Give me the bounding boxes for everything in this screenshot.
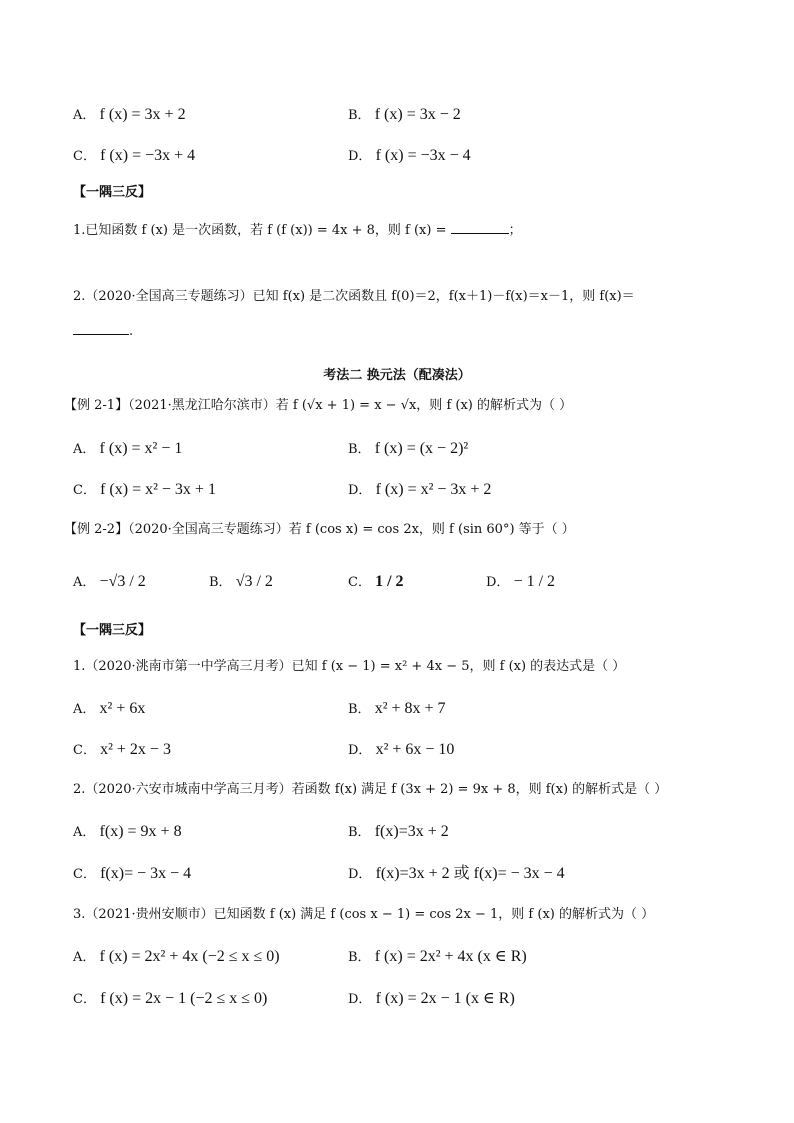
option-label: C． xyxy=(73,992,96,1007)
question-1: 1.（2020·洮南市第一中学高三月考）已知 f (x − 1) = x² + 4x − 5，则 f (x) 的表达式是（ ） xyxy=(73,659,626,674)
option-expr: f (x) = 2x − 1 (−2 ≤ x ≤ 0) xyxy=(100,990,268,1007)
method-heading: 考法二 换元法（配凑法） xyxy=(323,368,471,383)
option-c xyxy=(73,146,195,167)
example-2-2: 【例 2-2】（2020·全国高三专题练习）若 f (cos x) = cos 2x，则 f (sin 60°) 等于（ ） xyxy=(64,522,575,537)
question-1 xyxy=(73,221,522,241)
option-c xyxy=(73,989,267,1010)
option-expr: f (x) = x² − 1 xyxy=(99,440,183,457)
option-label: A． xyxy=(73,950,96,965)
question-3: 3.（2021·贵州安顺市）已知函数 f (x) 满足 f (cos x − 1) = cos 2x − 1，则 f (x) 的解析式为（ ） xyxy=(73,907,655,922)
option-label: B． xyxy=(348,442,371,457)
question-tail: ； xyxy=(508,223,522,238)
answer-blank[interactable] xyxy=(451,233,509,234)
option-expr: x² + 2x − 3 xyxy=(100,741,171,758)
option-b xyxy=(348,822,449,843)
option-expr: 1 / 2 xyxy=(375,573,404,590)
question-2: 2.（2020·六安市城南中学高三月考）若函数 f(x) 满足 f (3x + 2) = 9x + 8，则 f(x) 的解析式是（ ） xyxy=(73,782,668,797)
option-label: B． xyxy=(209,575,232,590)
option-expr: x² + 6x − 10 xyxy=(375,741,455,758)
option-d xyxy=(348,989,515,1010)
option-d xyxy=(348,864,565,885)
option-b xyxy=(348,947,527,968)
option-label: B． xyxy=(348,950,371,965)
option-c xyxy=(73,480,216,501)
option-label: D． xyxy=(348,149,372,164)
answer-blank[interactable] xyxy=(73,334,129,335)
option-b xyxy=(348,439,468,460)
option-expr: f (x) = 2x² + 4x (x ∈ R) xyxy=(374,948,527,965)
option-expr: f (x) = x² − 3x + 1 xyxy=(100,481,216,498)
option-expr: f(x)=3x + 2 xyxy=(374,823,449,840)
example-2-1: 【例 2-1】（2021·黑龙江哈尔滨市）若 f (√x + 1) = x − √x，则 f (x) 的解析式为（ ） xyxy=(64,398,573,413)
option-b xyxy=(209,572,273,593)
option-expr: f(x) = 9x + 8 xyxy=(99,823,182,840)
option-c xyxy=(73,864,191,885)
question-2-line2 xyxy=(73,322,133,342)
option-a xyxy=(73,572,146,593)
option-expr: f(x)=3x + 2 或 f(x)= − 3x − 4 xyxy=(375,865,565,882)
option-expr: f (x) = 2x − 1 (x ∈ R) xyxy=(375,990,515,1007)
option-label: C． xyxy=(73,867,96,882)
option-expr: f (x) = x² − 3x + 2 xyxy=(375,481,492,498)
option-a xyxy=(73,822,182,843)
option-label: D． xyxy=(348,867,372,882)
option-expr: x² + 8x + 7 xyxy=(374,700,446,717)
option-d xyxy=(486,572,555,593)
option-label: B． xyxy=(348,702,371,717)
option-label: B． xyxy=(348,108,371,123)
option-b xyxy=(348,105,461,126)
option-label: A． xyxy=(73,702,96,717)
option-expr: f (x) = −3x − 4 xyxy=(375,147,471,164)
option-expr: f (x) = (x − 2)² xyxy=(374,440,469,457)
option-b xyxy=(348,699,446,720)
option-expr: f (x) = 3x − 2 xyxy=(374,106,461,123)
option-label: D． xyxy=(348,483,372,498)
option-label: A． xyxy=(73,825,96,840)
option-label: A． xyxy=(73,575,96,590)
section-title: 【一隅三反】 xyxy=(73,623,152,638)
option-a xyxy=(73,947,280,968)
option-label: D． xyxy=(486,575,510,590)
option-label: D． xyxy=(348,743,372,758)
option-label: D． xyxy=(348,992,372,1007)
option-c xyxy=(73,740,171,761)
option-expr: √3 / 2 xyxy=(235,573,273,590)
option-a xyxy=(73,699,145,720)
option-d xyxy=(348,146,471,167)
option-label: C． xyxy=(73,743,96,758)
option-expr: f (x) = 2x² + 4x (−2 ≤ x ≤ 0) xyxy=(99,948,280,965)
option-expr: −√3 / 2 xyxy=(99,573,146,590)
option-label: C． xyxy=(73,149,96,164)
option-expr: f (x) = 3x + 2 xyxy=(99,106,186,123)
option-a xyxy=(73,105,186,126)
option-a xyxy=(73,439,182,460)
option-expr: f(x)= − 3x − 4 xyxy=(100,865,192,882)
option-expr: − 1 / 2 xyxy=(513,573,556,590)
option-c xyxy=(348,572,404,593)
option-label: C． xyxy=(73,483,96,498)
option-expr: f (x) = −3x + 4 xyxy=(100,147,196,164)
question-text: 2.（2020·全国高三专题练习）已知 f(x) 是二次函数且 f(0)＝2，f(x＋1)－f(x)＝x－1，则 f(x)＝ xyxy=(73,289,635,304)
option-d xyxy=(348,480,491,501)
option-label: B． xyxy=(348,825,371,840)
option-label: A． xyxy=(73,108,96,123)
option-d xyxy=(348,740,454,761)
option-label: C． xyxy=(348,575,371,590)
section-title: 【一隅三反】 xyxy=(73,185,152,200)
option-expr: x² + 6x xyxy=(99,700,146,717)
option-label: A． xyxy=(73,442,96,457)
question-text: 1.已知函数 f (x) 是一次函数，若 f (f (x)) = 4x + 8，则 f (x) = xyxy=(73,223,451,238)
question-tail: . xyxy=(129,324,134,339)
question-2 xyxy=(73,287,635,307)
